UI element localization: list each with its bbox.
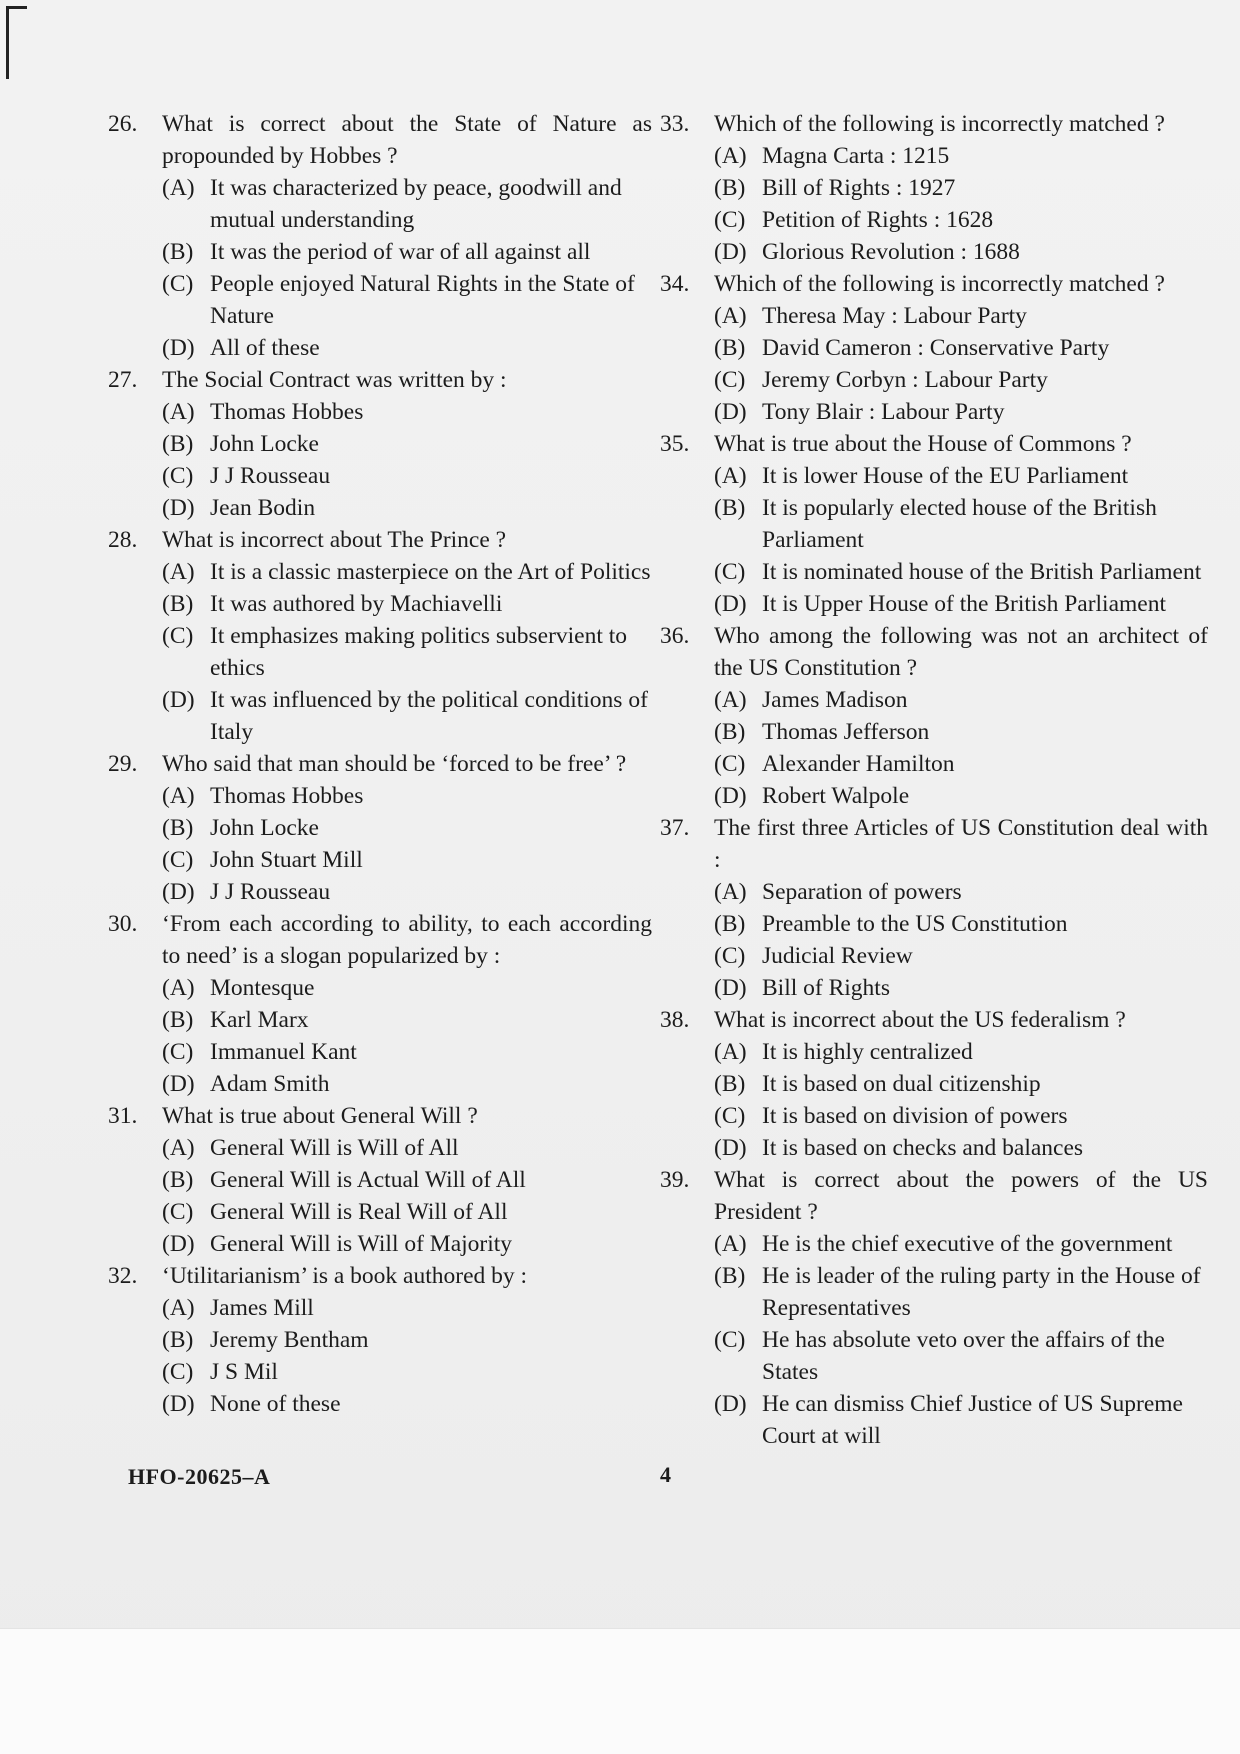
question-number: 38. [660, 1007, 690, 1033]
option-label: (D) [714, 1391, 747, 1417]
option-label: (D) [162, 879, 195, 905]
option-label: (A) [714, 143, 747, 169]
answer-option [162, 876, 652, 908]
option-text: It is nominated house of the British Parliament [762, 559, 1202, 585]
answer-option [162, 1356, 652, 1388]
option-label: (D) [714, 399, 747, 425]
option-text: All of these [210, 335, 320, 361]
answer-option [162, 1132, 652, 1164]
answer-option [714, 1388, 1208, 1452]
answer-option [162, 1228, 652, 1260]
option-label: (A) [162, 783, 195, 809]
option-label: (B) [714, 1263, 746, 1289]
option-text: Jeremy Bentham [210, 1327, 369, 1353]
option-text: Thomas Hobbes [210, 399, 364, 425]
question-body [714, 108, 1208, 268]
question-item [660, 812, 1208, 1004]
answer-option [714, 364, 1208, 396]
question-number: 29. [108, 751, 138, 777]
question-item [660, 108, 1208, 268]
question-body [714, 1004, 1208, 1164]
option-label: (C) [162, 623, 194, 649]
question-text: What is correct about the State of Nature as propounded by Hobbes ? [162, 111, 652, 169]
option-label: (B) [714, 911, 746, 937]
answer-option [714, 140, 1208, 172]
answer-option [162, 684, 652, 748]
question-item [108, 1260, 652, 1420]
option-label: (B) [162, 431, 194, 457]
question-number: 39. [660, 1167, 690, 1193]
option-label: (C) [162, 1359, 194, 1385]
option-text: Immanuel Kant [210, 1039, 357, 1065]
option-label: (D) [714, 239, 747, 265]
question-text: Which of the following is incorrectly matched ? [714, 271, 1165, 297]
option-label: (B) [162, 1167, 194, 1193]
question-number: 32. [108, 1263, 138, 1289]
option-label: (A) [714, 687, 747, 713]
left-column [108, 108, 652, 1420]
answer-option [162, 620, 652, 684]
question-item [108, 108, 652, 364]
question-item [660, 1004, 1208, 1164]
option-text: James Madison [762, 687, 908, 713]
question-text: What is true about General Will ? [162, 1103, 478, 1129]
answer-option [714, 940, 1208, 972]
page-number: 4 [660, 1462, 671, 1487]
answer-option [162, 844, 652, 876]
question-body [162, 108, 652, 364]
option-label: (B) [162, 591, 194, 617]
option-label: (B) [162, 239, 194, 265]
question-body [714, 1164, 1208, 1452]
option-text: It is based on checks and balances [762, 1135, 1084, 1161]
answer-option [714, 588, 1208, 620]
question-body [162, 524, 652, 748]
option-text: People enjoyed Natural Rights in the State of Nature [210, 271, 635, 329]
question-body [162, 1260, 652, 1420]
option-label: (C) [714, 751, 746, 777]
option-text: General Will is Will of Majority [210, 1231, 513, 1257]
option-text: None of these [210, 1391, 341, 1417]
answer-option [162, 812, 652, 844]
option-label: (B) [162, 1327, 194, 1353]
answer-option [162, 268, 652, 332]
answer-option [162, 1324, 652, 1356]
answer-option [714, 876, 1208, 908]
answer-option [714, 460, 1208, 492]
option-label: (A) [714, 463, 747, 489]
answer-option [162, 172, 652, 236]
option-label: (B) [714, 719, 746, 745]
option-text: Preamble to the US Constitution [762, 911, 1068, 937]
answer-option [714, 1068, 1208, 1100]
answer-option [162, 1036, 652, 1068]
question-item [660, 1164, 1208, 1452]
option-label: (B) [162, 1007, 194, 1033]
question-number: 28. [108, 527, 138, 553]
question-body [714, 268, 1208, 428]
option-text: David Cameron : Conservative Party [762, 335, 1110, 361]
option-text: Karl Marx [210, 1007, 309, 1033]
answer-option [162, 556, 652, 588]
answer-option [714, 684, 1208, 716]
option-label: (C) [714, 943, 746, 969]
answer-option [162, 972, 652, 1004]
option-text: It was influenced by the political conditions of Italy [210, 687, 648, 745]
option-text: He is the chief executive of the government [762, 1231, 1173, 1257]
answer-option [714, 556, 1208, 588]
option-label: (C) [714, 367, 746, 393]
answer-option [714, 748, 1208, 780]
option-label: (C) [162, 463, 194, 489]
option-text: It was the period of war of all against all [210, 239, 591, 265]
question-number: 30. [108, 911, 138, 937]
answer-option [162, 780, 652, 812]
answer-option [714, 972, 1208, 1004]
option-label: (D) [162, 335, 195, 361]
option-text: It is based on division of powers [762, 1103, 1068, 1129]
option-text: John Locke [210, 815, 319, 841]
question-number: 26. [108, 111, 138, 137]
option-text: It is popularly elected house of the British Parliament [762, 495, 1157, 553]
answer-option [162, 460, 652, 492]
option-label: (B) [714, 175, 746, 201]
option-text: Adam Smith [210, 1071, 330, 1097]
question-item [660, 428, 1208, 620]
option-label: (C) [162, 271, 194, 297]
option-text: Magna Carta : 1215 [762, 143, 950, 169]
option-text: Bill of Rights : 1927 [762, 175, 956, 201]
option-text: He is leader of the ruling party in the House of Representatives [762, 1263, 1201, 1321]
question-text: ‘Utilitarianism’ is a book authored by : [162, 1263, 528, 1289]
answer-option [162, 1388, 652, 1420]
answer-option [162, 1164, 652, 1196]
answer-option [162, 396, 652, 428]
option-text: General Will is Actual Will of All [210, 1167, 526, 1193]
option-text: It was authored by Machiavelli [210, 591, 503, 617]
option-text: Thomas Hobbes [210, 783, 364, 809]
option-label: (D) [714, 783, 747, 809]
question-text: The first three Articles of US Constitution deal with : [714, 815, 1208, 873]
option-label: (B) [162, 815, 194, 841]
question-item [660, 620, 1208, 812]
option-text: General Will is Real Will of All [210, 1199, 508, 1225]
option-label: (A) [162, 399, 195, 425]
option-text: Judicial Review [762, 943, 913, 969]
answer-option [162, 492, 652, 524]
option-text: Theresa May : Labour Party [762, 303, 1027, 329]
option-text: James Mill [210, 1295, 314, 1321]
option-label: (B) [714, 1071, 746, 1097]
answer-option [714, 780, 1208, 812]
question-item [108, 748, 652, 908]
question-item [660, 268, 1208, 428]
option-label: (A) [162, 1135, 195, 1161]
option-text: It is based on dual citizenship [762, 1071, 1041, 1097]
option-text: Bill of Rights [762, 975, 890, 1001]
option-text: It is Upper House of the British Parliament [762, 591, 1166, 617]
option-label: (D) [714, 591, 747, 617]
answer-option [714, 332, 1208, 364]
option-label: (A) [714, 879, 747, 905]
answer-option [714, 1260, 1208, 1324]
question-item [108, 524, 652, 748]
question-body [162, 908, 652, 1100]
paper-code: HFO-20625–A [128, 1464, 271, 1489]
question-body [162, 1100, 652, 1260]
option-label: (D) [162, 1391, 195, 1417]
option-label: (C) [714, 1103, 746, 1129]
option-text: It is a classic masterpiece on the Art of Politics [210, 559, 651, 585]
question-number: 35. [660, 431, 690, 457]
option-text: John Locke [210, 431, 319, 457]
answer-option [714, 1324, 1208, 1388]
option-label: (C) [162, 847, 194, 873]
answer-option [714, 1100, 1208, 1132]
answer-option [714, 1036, 1208, 1068]
answer-option [714, 300, 1208, 332]
question-item [108, 908, 652, 1100]
option-label: (A) [162, 175, 195, 201]
option-label: (A) [714, 1039, 747, 1065]
answer-option [162, 1292, 652, 1324]
option-label: (B) [714, 335, 746, 361]
question-number: 31. [108, 1103, 138, 1129]
option-text: J S Mil [210, 1359, 278, 1385]
option-text: It emphasizes making politics subservient to ethics [210, 623, 628, 681]
question-text: Who among the following was not an architect of the US Constitution ? [714, 623, 1208, 681]
question-number: 37. [660, 815, 690, 841]
option-text: General Will is Will of All [210, 1135, 459, 1161]
option-text: John Stuart Mill [210, 847, 363, 873]
question-body [162, 364, 652, 524]
answer-option [162, 1196, 652, 1228]
question-item [108, 1100, 652, 1260]
option-text: It is lower House of the EU Parliament [762, 463, 1129, 489]
option-text: J J Rousseau [210, 463, 331, 489]
question-body [714, 428, 1208, 620]
question-number: 27. [108, 367, 138, 393]
question-text: ‘From each according to ability, to each according to need’ is a slogan popularized by : [162, 911, 652, 969]
option-label: (A) [162, 1295, 195, 1321]
option-text: Petition of Rights : 1628 [762, 207, 994, 233]
option-text: Separation of powers [762, 879, 962, 905]
option-text: Jeremy Corbyn : Labour Party [762, 367, 1048, 393]
option-text: He can dismiss Chief Justice of US Supreme Court at will [762, 1391, 1183, 1449]
answer-option [714, 236, 1208, 268]
answer-option [714, 492, 1208, 556]
question-text: Which of the following is incorrectly matched ? [714, 111, 1165, 137]
option-label: (A) [714, 303, 747, 329]
option-label: (D) [714, 975, 747, 1001]
option-text: Jean Bodin [210, 495, 316, 521]
option-label: (D) [162, 687, 195, 713]
option-label: (C) [714, 207, 746, 233]
answer-option [714, 1228, 1208, 1260]
question-body [714, 620, 1208, 812]
question-text: The Social Contract was written by : [162, 367, 507, 393]
option-label: (D) [162, 1071, 195, 1097]
question-number: 33. [660, 111, 690, 137]
scan-bottom-margin [0, 1628, 1240, 1754]
option-text: Alexander Hamilton [762, 751, 955, 777]
answer-option [162, 236, 652, 268]
option-text: Thomas Jefferson [762, 719, 930, 745]
option-text: Montesque [210, 975, 315, 1001]
option-text: Robert Walpole [762, 783, 910, 809]
question-item [108, 364, 652, 524]
option-label: (B) [714, 495, 746, 521]
question-text: What is true about the House of Commons ? [714, 431, 1132, 457]
answer-option [714, 716, 1208, 748]
option-text: It is highly centralized [762, 1039, 973, 1065]
answer-option [714, 396, 1208, 428]
right-column [660, 108, 1208, 1452]
answer-option [162, 588, 652, 620]
option-text: J J Rousseau [210, 879, 331, 905]
question-number: 36. [660, 623, 690, 649]
answer-option [714, 204, 1208, 236]
answer-option [162, 428, 652, 460]
question-text: What is incorrect about the US federalism ? [714, 1007, 1126, 1033]
option-label: (A) [162, 975, 195, 1001]
question-text: What is correct about the powers of the US President ? [714, 1167, 1208, 1225]
question-text: What is incorrect about The Prince ? [162, 527, 507, 553]
answer-option [714, 1132, 1208, 1164]
question-body [714, 812, 1208, 1004]
answer-option [162, 332, 652, 364]
option-label: (A) [714, 1231, 747, 1257]
option-label: (C) [714, 559, 746, 585]
option-label: (C) [162, 1199, 194, 1225]
option-label: (D) [714, 1135, 747, 1161]
answer-option [714, 908, 1208, 940]
question-body [162, 748, 652, 908]
option-text: Tony Blair : Labour Party [762, 399, 1005, 425]
option-text: He has absolute veto over the affairs of the States [762, 1327, 1165, 1385]
option-label: (D) [162, 1231, 195, 1257]
answer-option [162, 1068, 652, 1100]
option-label: (C) [162, 1039, 194, 1065]
scan-binding-edge [6, 6, 27, 79]
option-label: (A) [162, 559, 195, 585]
option-text: Glorious Revolution : 1688 [762, 239, 1020, 265]
option-label: (D) [162, 495, 195, 521]
answer-option [714, 172, 1208, 204]
option-label: (C) [714, 1327, 746, 1353]
question-text: Who said that man should be ‘forced to be free’ ? [162, 751, 627, 777]
answer-option [162, 1004, 652, 1036]
question-number: 34. [660, 271, 690, 297]
option-text: It was characterized by peace, goodwill and mutual understanding [210, 175, 622, 233]
